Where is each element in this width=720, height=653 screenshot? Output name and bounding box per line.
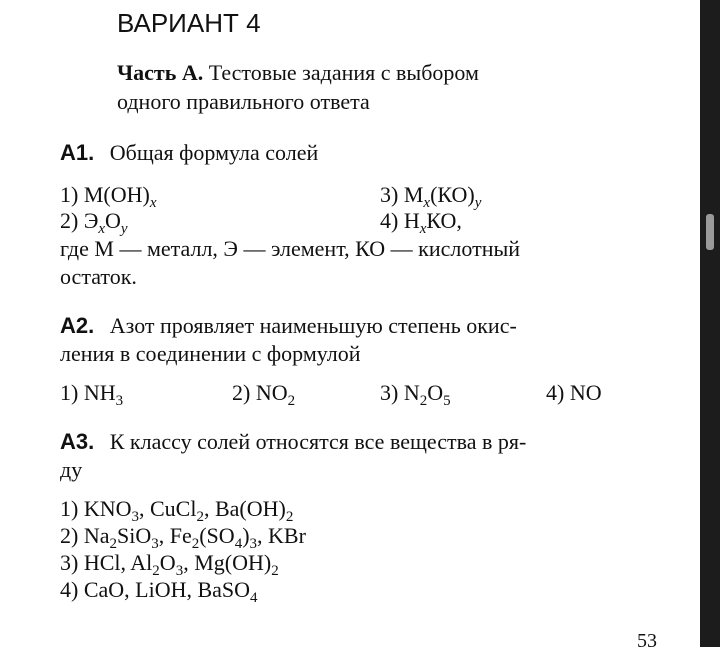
a2-option-4: 4) NO [546, 380, 602, 405]
question-number: А1. [60, 140, 95, 165]
question-a3 [60, 429, 526, 455]
a2-option-2: 2) $NO_2$ [232, 380, 296, 409]
part-heading-line-1: Часть А. Тестовые задания с выбором [117, 60, 479, 85]
question-a3-line-2: ду [60, 457, 83, 482]
scrollbar-thumb[interactable] [706, 214, 714, 250]
a1-option-2: 2) $Э_xO_y$ [60, 208, 128, 237]
part-heading-line-2: одного правильного ответа [117, 89, 370, 114]
a2-option-1: 1) $NH_3$ [60, 380, 124, 409]
question-text: К классу солей относятся все вещества в ря- [109, 429, 527, 454]
question-number: А3. [60, 429, 95, 454]
a1-option-4: 4) $H_xКО$, [380, 208, 462, 237]
a1-note-line-2: остаток. [60, 264, 137, 289]
variant-title: ВАРИАНТ 4 [117, 8, 261, 38]
a3-option-2: 2) $Na_2SiO_3$, $Fe_2(SO_4)_3$, KBr [60, 523, 306, 552]
part-label: Часть А. [117, 60, 204, 85]
a1-option-1: 1) $M(OH)_x$ [60, 182, 157, 211]
a2-option-3: 3) $N_2O_5$ [380, 380, 451, 409]
a1-option-3: 3) $M_x(КО)_y$ [380, 182, 482, 211]
page-number: 53 [637, 630, 657, 652]
a3-option-4: 4) CaO, LiOH, BaSO$_4$ [60, 577, 258, 606]
a3-option-1: 1) $KNO_3$, CuCl$_2$, $Ba(OH)_2$ [60, 496, 294, 525]
question-a2-line-2: ления в соединении с формулой [60, 341, 361, 366]
question-a2 [60, 313, 517, 339]
a1-note-line-1: где М — металл, Э — элемент, КО — кислотный [60, 236, 521, 261]
question-a1 [60, 140, 318, 166]
question-text: Азот проявляет наименьшую степень окис- [109, 313, 517, 338]
viewer-frame-edge [700, 0, 720, 647]
question-number: А2. [60, 313, 95, 338]
a3-option-3: 3) HCl, $Al_2O_3$, $Mg(OH)_2$ [60, 550, 279, 579]
question-text: Общая формула солей [109, 140, 319, 165]
